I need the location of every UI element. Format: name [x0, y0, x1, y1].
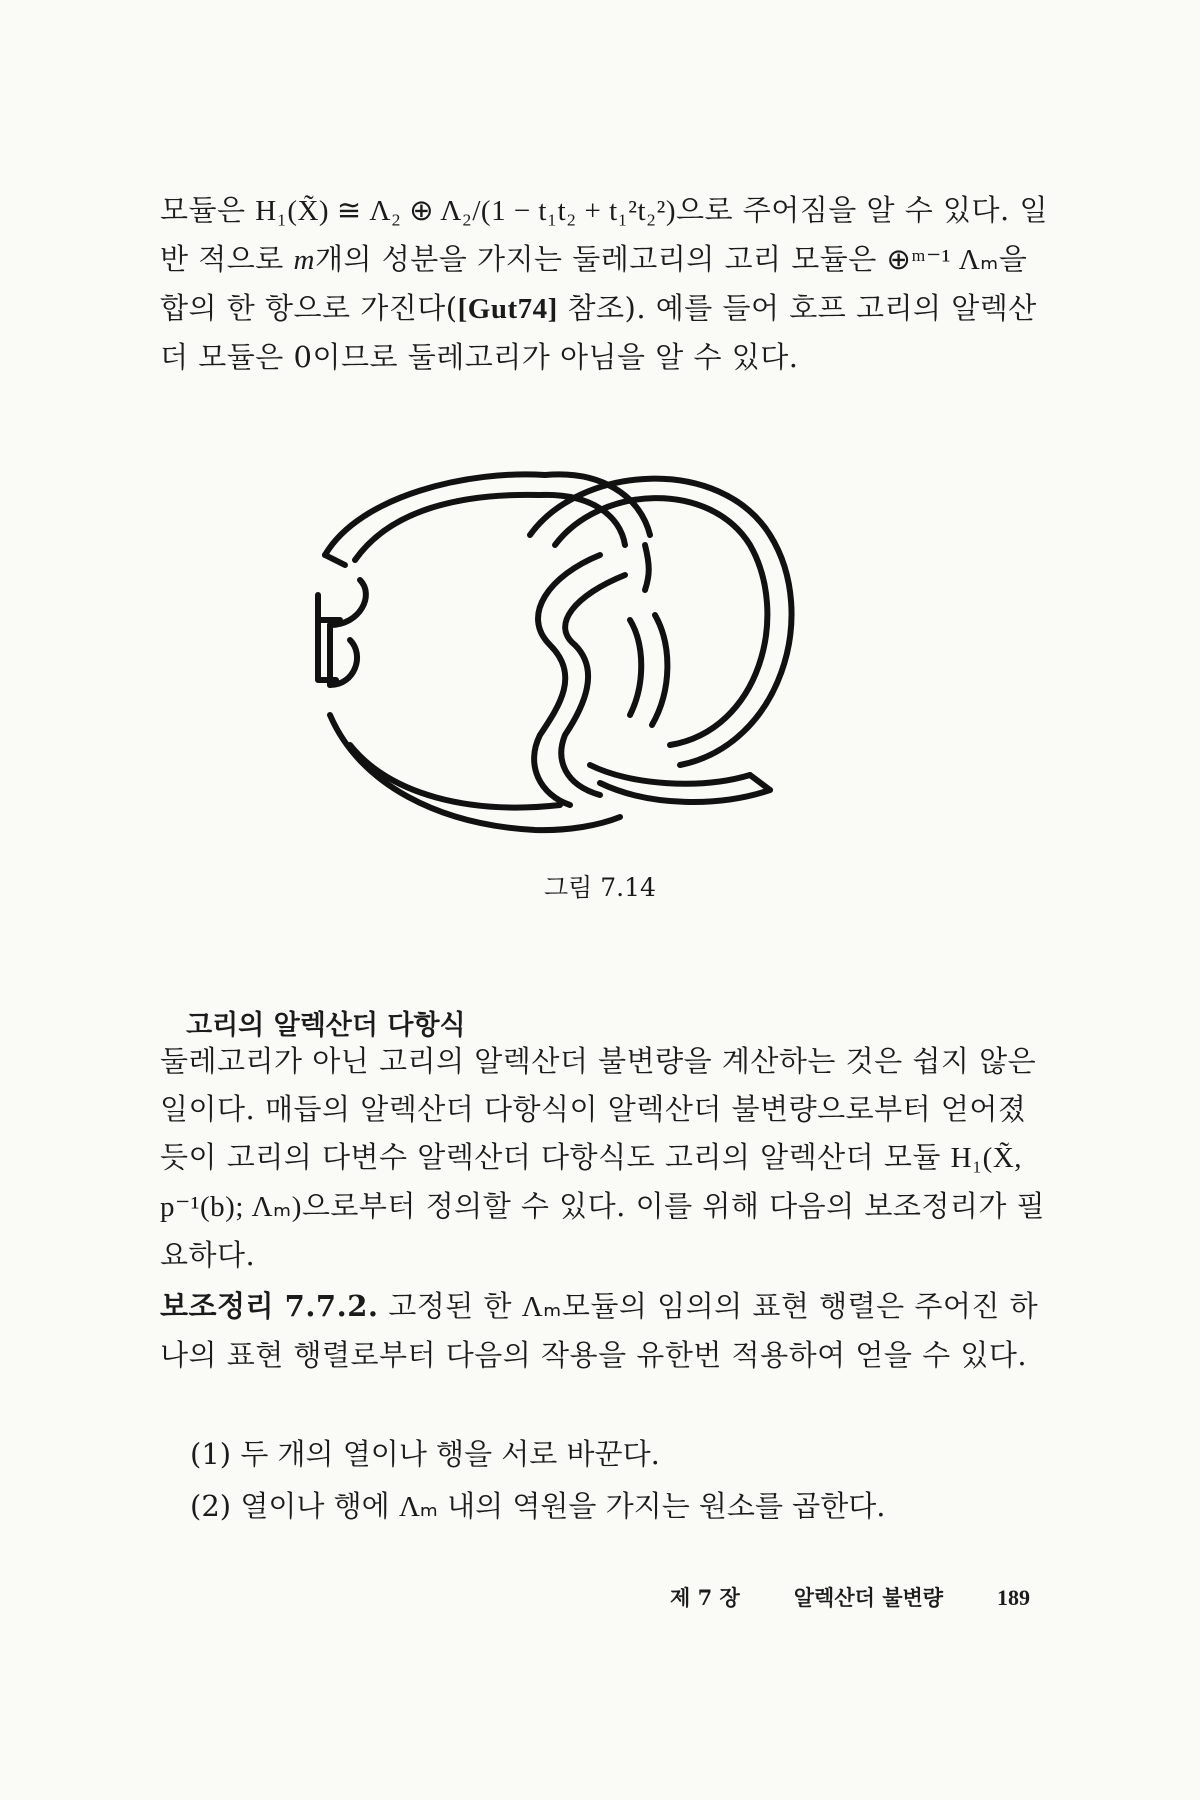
list-text: 열이나 행에 [240, 1489, 399, 1523]
chapter-title: 알렉산더 불변량 [793, 1585, 944, 1610]
link-strand [630, 620, 641, 715]
text: 을 합의 한 항으로 가진다( [160, 242, 1028, 325]
link-diagram-figure [300, 445, 900, 865]
link-strand [350, 745, 560, 808]
lemma-label: 보조정리 7.7.2. [160, 1289, 379, 1323]
formula-direct-sum: ⊕ᵐ⁻¹ Λₘ [886, 244, 999, 276]
symbol-lambda-m: Λₘ [521, 1291, 562, 1323]
link-strand [750, 775, 770, 790]
paragraph-multivariable [160, 1037, 1050, 1279]
text: 참조). 예를 들어 호프 고리의 알렉산더 모듈은 0이므로 둘레고리가 아님을 알 수 있다. [160, 291, 1037, 374]
list-item-2 [190, 1484, 885, 1525]
link-strand [330, 715, 620, 830]
symbol-lambda-m: Λₘ [398, 1491, 438, 1523]
paragraph-link-module [160, 186, 1050, 381]
lemma-paragraph [160, 1282, 1050, 1379]
text: 으로부터 정의할 수 있다. 이를 위해 다음의 보조정리가 필요하다. [160, 1189, 1046, 1272]
text: 모듈은 [160, 193, 256, 227]
text: 고정된 한 [378, 1289, 522, 1323]
link-strand [561, 575, 625, 795]
list-text: 내의 역원을 가지는 원소를 곱한다. [437, 1489, 886, 1523]
list-marker: (1) [190, 1437, 232, 1471]
variable-m: m [293, 244, 315, 276]
link-strand [325, 555, 345, 565]
link-strand [325, 474, 545, 555]
text: 으로 주어짐을 알 수 있다. 일반 적으로 [160, 193, 1048, 276]
list-item-1 [190, 1432, 660, 1473]
link-strand [318, 595, 340, 620]
section-heading: 고리의 알렉산더 다항식 [186, 1010, 466, 1041]
page-footer [670, 1582, 1030, 1612]
citation: [Gut74] [457, 293, 558, 325]
list-marker: (2) [190, 1489, 232, 1523]
figure-caption: 그림 7.14 [544, 873, 656, 902]
link-strand [652, 615, 667, 725]
chapter-label: 제 7 장 [670, 1585, 740, 1610]
formula-homology: H₁(X̃) ≅ Λ₂ ⊕ Λ₂/(1 − t₁t₂ + t₁²t₂²) [255, 195, 676, 227]
text: 모듈의 임의의 표현 행렬은 주어진 하나의 표현 행렬로부터 다음의 작용을 유한번 적용하여 얻을 수 있다. [160, 1289, 1039, 1372]
text: 둘레고리가 아닌 고리의 알렉산더 불변량을 계산하는 것은 쉽지 않은 일이다. 매듭의 알렉산더 다항식이 알렉산더 불변량으로부터 얻어졌듯이 고리의 다변수 알렉산더 다항식도 고리의 알렉산더 모듈 [160, 1044, 1037, 1174]
link-strand [590, 765, 750, 784]
list-text: 두 개의 열이나 행을 서로 바꾼다. [240, 1437, 660, 1471]
link-strand [645, 545, 649, 590]
page-number: 189 [997, 1585, 1030, 1610]
formula-relative-homology: H₁(X̃, p⁻¹(b); Λₘ) [160, 1142, 1023, 1223]
text: 개의 성분을 가지는 둘레고리의 고리 모듈은 [314, 242, 887, 276]
